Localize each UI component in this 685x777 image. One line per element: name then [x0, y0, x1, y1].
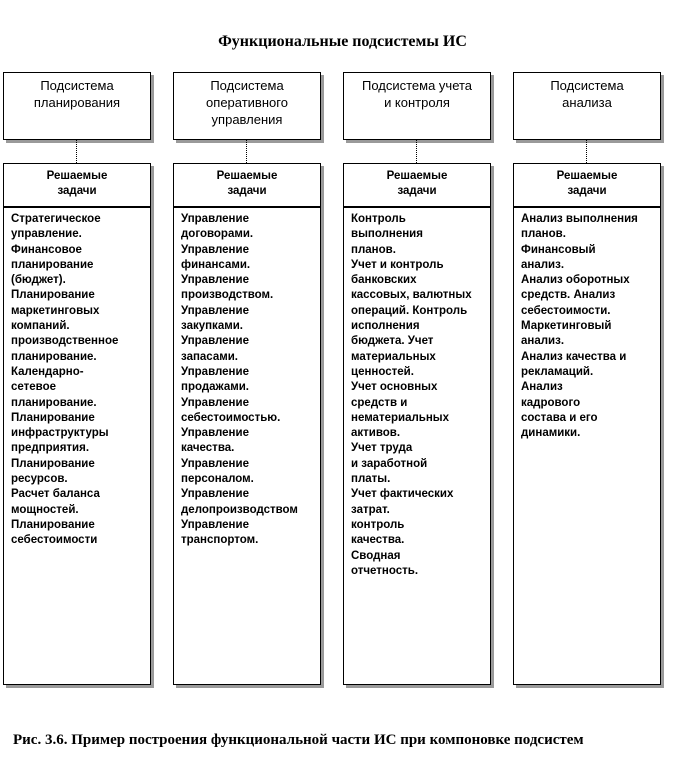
subsystem-name: Подсистема оперативного управления	[206, 78, 288, 127]
tasks-list: Контроль выполнения планов. Учет и контроль банковских кассовых, валютных операций. Контроль исполнения бюджета. Учет материальных ценностей. Учет основных средств и нематериальных активов. Учет труда и заработной платы. Учет фактических затрат. контроль качества. Сводная отчетность.	[351, 213, 472, 577]
subsystem-header	[343, 72, 491, 140]
tasks-label: Решаемые задачи	[46, 170, 108, 197]
connector-line	[586, 140, 587, 163]
tasks-header	[513, 163, 661, 207]
diagram-title: Функциональные подсистемы ИС	[218, 33, 467, 50]
subsystem-header	[3, 72, 151, 140]
subsystem-name: Подсистема анализа	[550, 78, 624, 110]
figure-caption: Рис. 3.6. Пример построения функциональной части ИС при компоновке подсистем	[13, 732, 584, 748]
tasks-box	[173, 207, 321, 685]
connector-line	[246, 140, 247, 163]
tasks-header	[3, 163, 151, 207]
connector-line	[416, 140, 417, 163]
subsystem-name: Подсистема планирования	[33, 78, 121, 110]
tasks-header	[343, 163, 491, 207]
tasks-list: Стратегическое управление. Финансовое планирование (бюджет). Планирование маркетинговых компаний. производственное планирование. Календарно- сетевое планирование. Планирование инфраструктуры предприятия. Планирование ресурсов. Расчет баланса мощностей. Планирование себестоимости	[11, 213, 119, 547]
subsystem-header	[173, 72, 321, 140]
tasks-box	[513, 207, 661, 685]
tasks-label: Решаемые задачи	[216, 170, 278, 197]
subsystem-header	[513, 72, 661, 140]
subsystem-name: Подсистема учета и контроля	[361, 78, 473, 110]
tasks-header	[173, 163, 321, 207]
tasks-label: Решаемые задачи	[556, 170, 618, 197]
connector-line	[76, 140, 77, 163]
tasks-box	[3, 207, 151, 685]
tasks-box	[343, 207, 491, 685]
tasks-list: Управление договорами. Управление финансами. Управление производством. Управление закупками. Управление запасами. Управление продажами. Управление себестоимостью. Управление качества. Управление персоналом. Управление делопроизводством Управление транспортом.	[181, 213, 298, 547]
tasks-label: Решаемые задачи	[386, 170, 448, 197]
tasks-list: Анализ выполнения планов. Финансовый анализ. Анализ оборотных средств. Анализ себестоимости. Маркетинговый анализ. Анализ качества и рекламаций. Анализ кадрового состава и его динамики.	[521, 213, 638, 440]
